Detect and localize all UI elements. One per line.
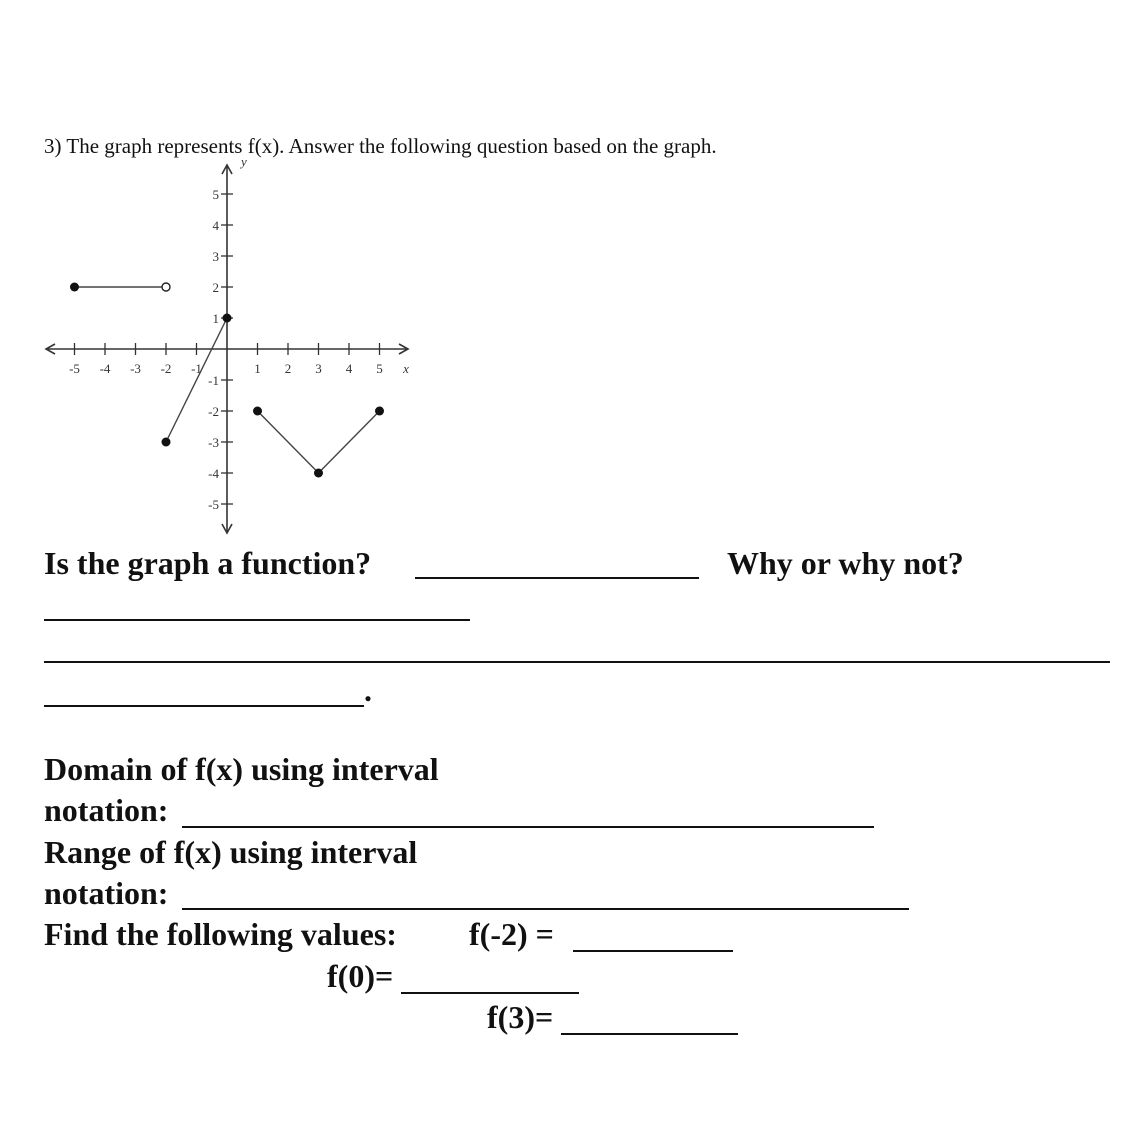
x-tick-label: -4 [99,361,111,376]
graph-horizontal-end-open-point [162,283,170,291]
why-answer-line-1[interactable] [44,619,470,621]
x-tick-label: 5 [376,361,383,376]
y-tick-label: 1 [212,311,219,326]
domain-label-line1: Domain of f(x) using interval [44,751,439,787]
graph-slanted-end-closed-point [223,314,232,323]
f-neg2-answer-blank[interactable] [573,950,733,952]
is-function-label: Is the graph a function? [44,545,372,581]
graph-segment-v-shape [258,411,380,473]
graph-v-shape-vertex-closed-point [314,469,323,478]
f-0-label: f(0)= [327,958,394,994]
is-function-answer-blank[interactable] [415,577,699,579]
y-axis-label: y [241,154,247,170]
why-answer-line-3[interactable] [44,705,364,707]
graph-v-shape-start-closed-point [253,407,262,416]
range-label-line1: Range of f(x) using interval [44,834,418,870]
y-tick-label: 2 [212,280,219,295]
x-tick-label: -3 [130,361,141,376]
f-3-label: f(3)= [487,999,554,1035]
graph-slanted-start-closed-point [162,438,171,447]
y-tick-label: -2 [208,404,219,419]
y-tick-label: 4 [212,218,219,233]
why-answer-line-2[interactable] [44,661,1110,663]
f-3-answer-blank[interactable] [561,1033,738,1035]
x-tick-label: 3 [315,361,322,376]
find-values-label: Find the following values: [44,916,397,952]
y-tick-label: -1 [208,373,219,388]
x-tick-label: -5 [69,361,80,376]
x-tick-label: 1 [254,361,261,376]
y-tick-label: -4 [208,466,219,481]
f-neg2-label: f(-2) = [469,916,554,952]
graph-v-shape-end-closed-point [375,407,384,416]
why-label: Why or why not? [727,545,964,581]
domain-label-line2: notation: [44,792,169,828]
function-graph [36,154,436,547]
range-label-line2: notation: [44,875,169,911]
x-axis-label: x [403,361,409,376]
range-answer-blank[interactable] [182,908,909,910]
x-tick-label: -2 [160,361,172,376]
x-tick-label: 2 [284,361,292,376]
graph-horizontal-start-closed-point [70,283,79,292]
domain-answer-blank[interactable] [182,826,874,828]
x-tick-label: -1 [191,361,202,376]
answer-period: . [364,672,372,708]
f-0-answer-blank[interactable] [401,992,579,994]
y-tick-label: 3 [212,249,219,264]
y-tick-label: 5 [212,187,219,202]
x-tick-label: 4 [345,361,353,376]
question-intro: 3) The graph represents f(x). Answer the following question based on the graph. [44,134,717,158]
y-tick-label: -5 [208,497,219,512]
y-tick-label: -3 [208,435,219,450]
